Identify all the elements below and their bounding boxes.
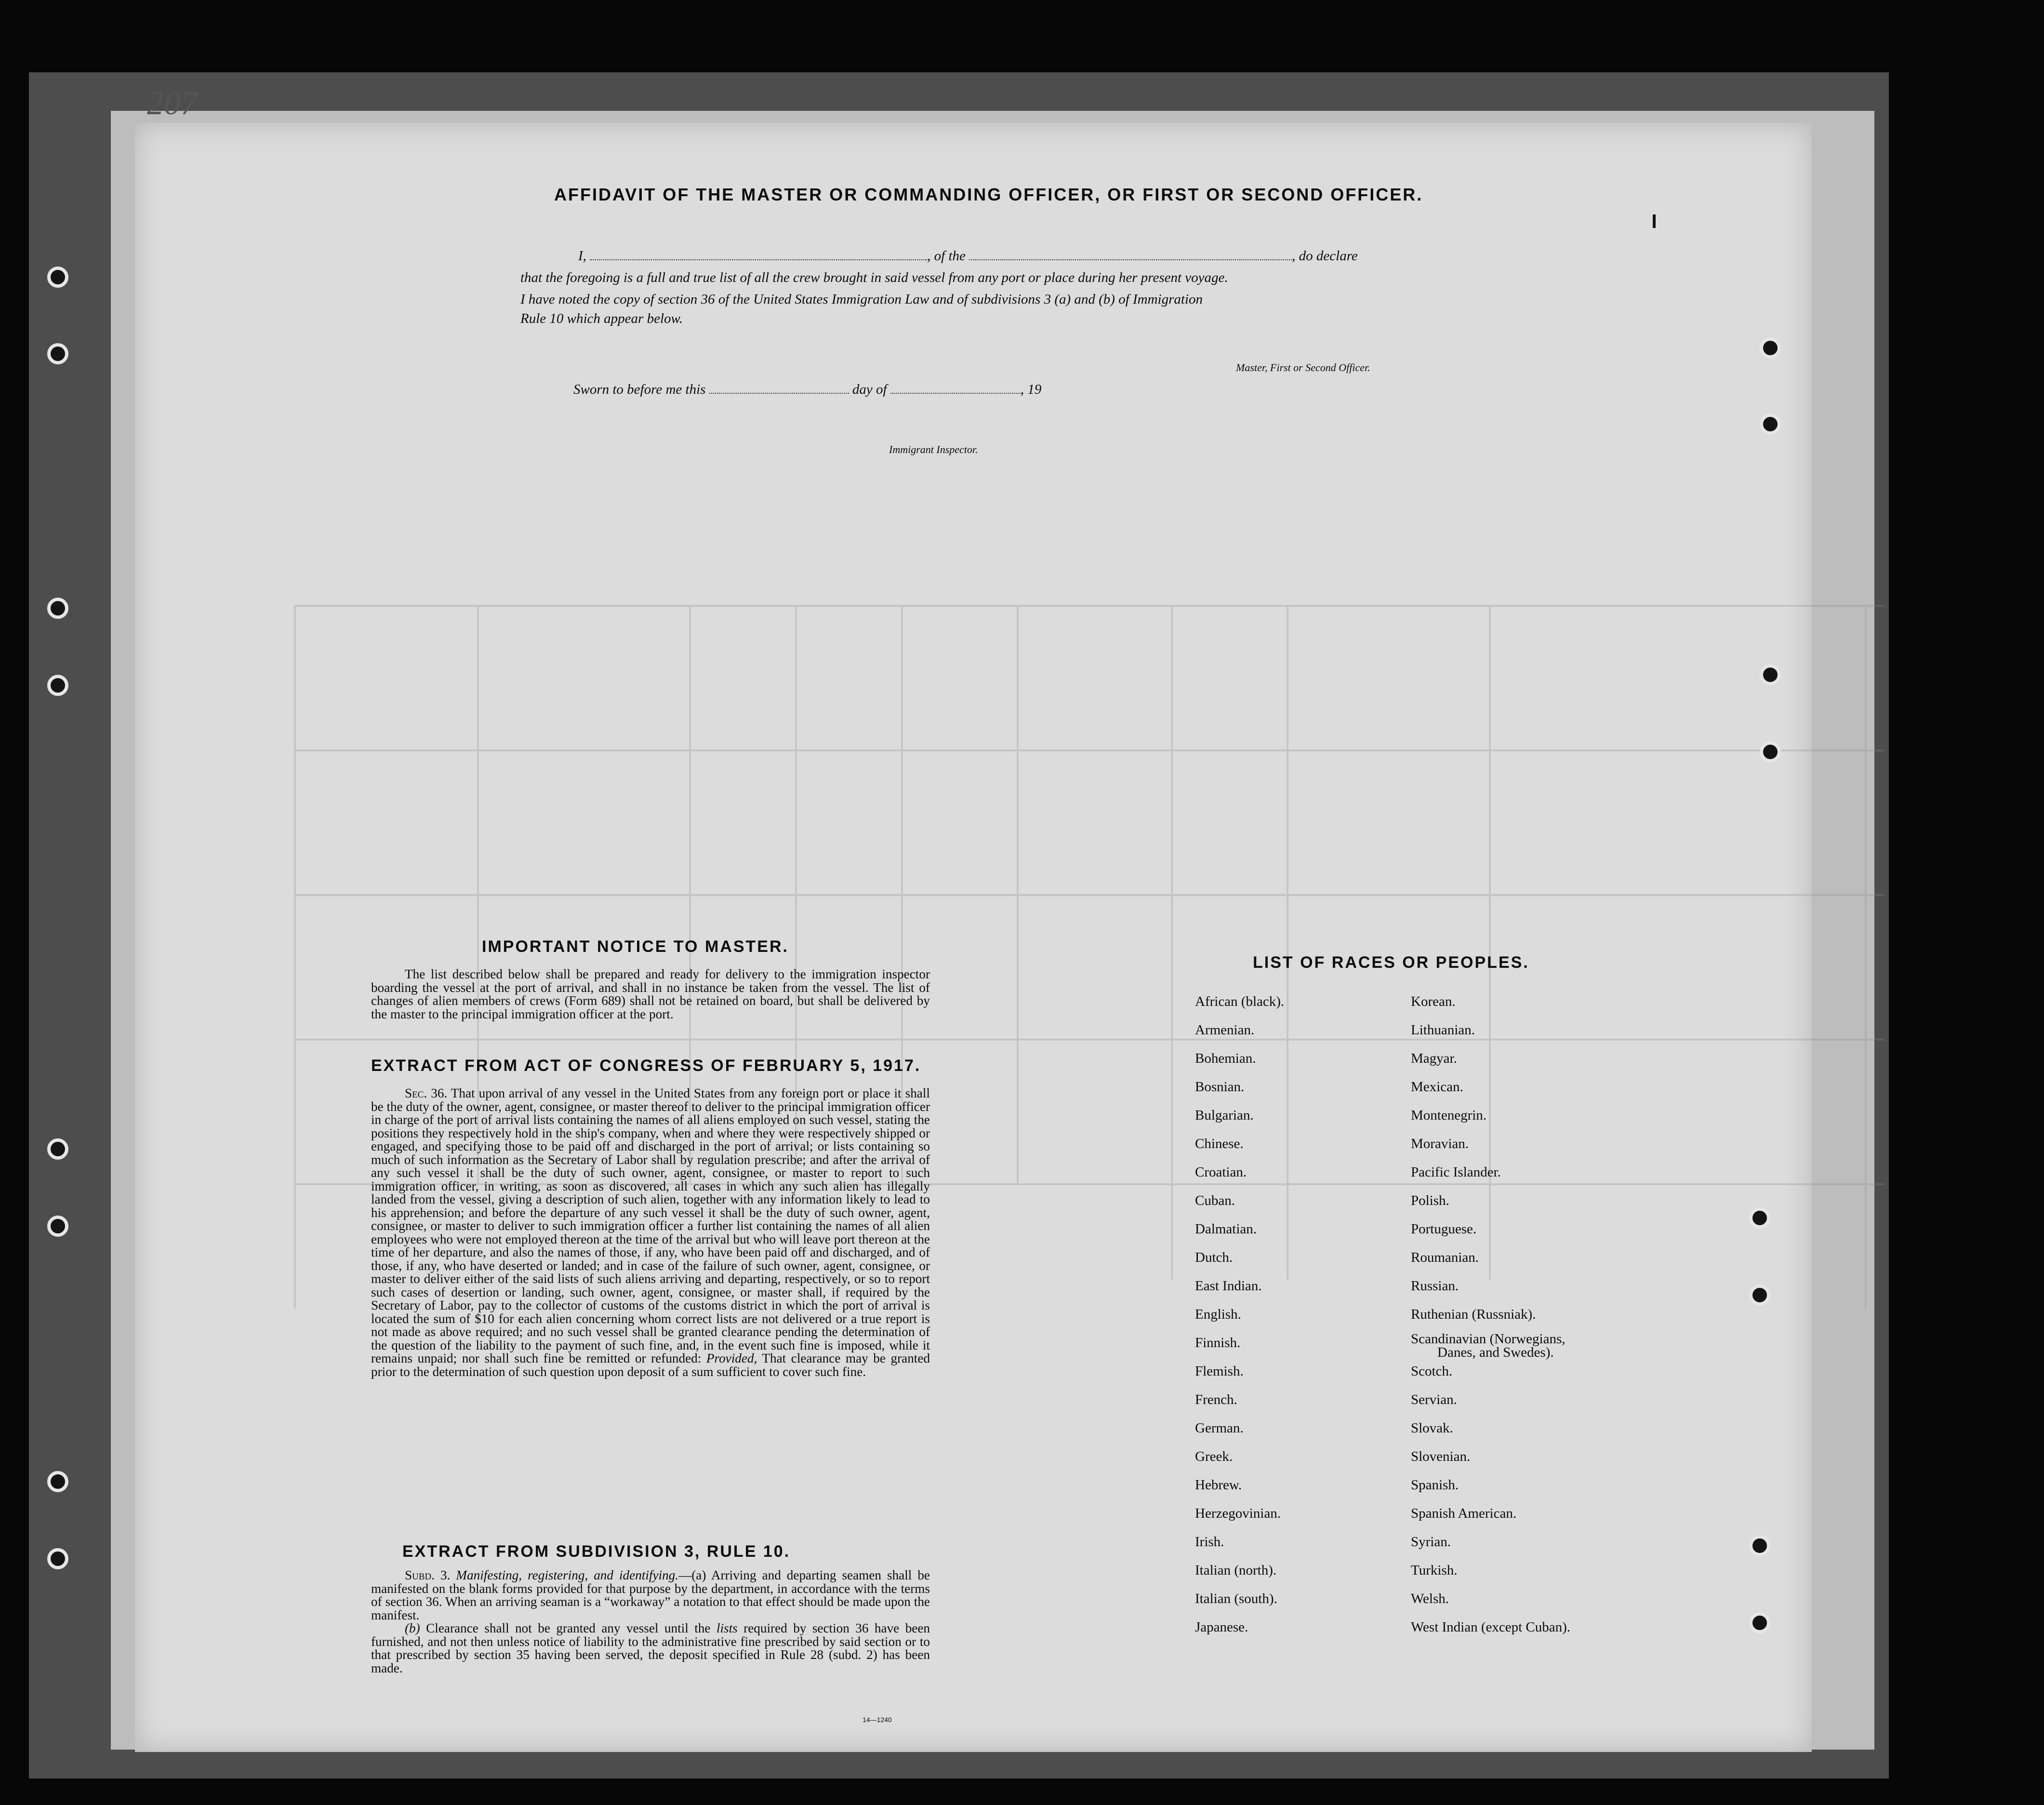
affidavit-of-the: , of the [927, 248, 966, 264]
race-item: Montenegrin. [1411, 1108, 1487, 1123]
binder-hole [47, 1471, 68, 1492]
paragraph-b-label: (b) [405, 1621, 420, 1635]
binder-hole [1749, 1284, 1770, 1306]
race-item: Mexican. [1411, 1079, 1463, 1095]
race-item: Hebrew. [1195, 1477, 1242, 1493]
binder-hole [1760, 337, 1781, 359]
master-signature-label: Master, First or Second Officer. [1236, 361, 1370, 374]
race-item: Moravian. [1411, 1136, 1469, 1151]
race-item: Slovenian. [1411, 1449, 1471, 1464]
binder-hole [47, 267, 68, 288]
race-item: Pacific Islander. [1411, 1164, 1501, 1180]
race-item: Lithuanian. [1411, 1022, 1475, 1038]
race-item: Syrian. [1411, 1534, 1451, 1550]
binder-hole [1749, 1535, 1770, 1556]
race-item: Scandinavian (Norwegians, [1411, 1331, 1566, 1347]
race-item: African (black). [1195, 994, 1285, 1009]
race-item: East Indian. [1195, 1278, 1262, 1294]
race-item: Croatian. [1195, 1164, 1247, 1180]
act-extract-title: EXTRACT FROM ACT OF CONGRESS OF FEBRUARY 5, 1917. [371, 1056, 921, 1075]
race-item: Slovak. [1411, 1420, 1453, 1436]
paragraph-b-part-2: required by section 36 have been furnished, and not then unless notice of liability to the administrative fine prescribed by said section or to that prescribed by section 35 having been served, the deposit specified in Rule 28 (subd. 2) has been made. [371, 1621, 930, 1675]
sworn-month-field[interactable] [890, 393, 1021, 394]
race-item: Chinese. [1195, 1136, 1244, 1151]
race-item: Roumanian. [1411, 1250, 1479, 1265]
race-item: Korean. [1411, 994, 1456, 1009]
sworn-day-field[interactable] [709, 393, 849, 394]
race-item: Greek. [1195, 1449, 1233, 1464]
inspector-signature-label: Immigrant Inspector. [889, 443, 978, 455]
affidavit-i: I, [578, 248, 586, 264]
race-item: Armenian. [1195, 1022, 1255, 1038]
race-item: Servian. [1411, 1392, 1457, 1407]
master-name-field[interactable] [590, 259, 927, 260]
race-item: Bohemian. [1195, 1051, 1256, 1066]
document-page [135, 123, 1812, 1752]
binder-hole [47, 1548, 68, 1569]
race-item: Turkish. [1411, 1563, 1458, 1578]
notice-paragraph: The list described below shall be prepared and ready for delivery to the immigration inspector boarding the vessel at the port of arrival, and shall in no instance be taken from the vessel. The list of changes of alien members of crews (Form 689) shall not be retained on board, but shall be delivered by the master to the principal immigration officer at the port. [371, 967, 930, 1021]
binder-hole [47, 1216, 68, 1237]
paragraph-b-lists: lists [716, 1621, 738, 1635]
race-item: Italian (south). [1195, 1591, 1277, 1606]
affidavit-title: AFFIDAVIT OF THE MASTER OR COMMANDING OFFICER, OR FIRST OR SECOND OFFICER. [554, 185, 1423, 204]
race-item: French. [1195, 1392, 1237, 1407]
binder-hole [1760, 414, 1781, 435]
day-of-label: day of [852, 382, 887, 397]
binder-hole [1760, 741, 1781, 762]
race-item: Bosnian. [1195, 1079, 1245, 1095]
paragraph-b-part-1: Clearance shall not be granted any vessel until the [426, 1621, 711, 1635]
subd-heading: Manifesting, registering, and identifying. [456, 1568, 679, 1582]
binder-hole [47, 1138, 68, 1160]
race-item: West Indian (except Cuban). [1411, 1619, 1571, 1635]
binder-hole [47, 598, 68, 619]
subd-label: Subd. 3. [405, 1568, 451, 1582]
notice-title: IMPORTANT NOTICE TO MASTER. [482, 937, 789, 956]
margin-scribble: 207 [147, 85, 198, 122]
affidavit-line-3: I have noted the copy of section 36 of the United States Immigration Law and of subdivisions 3 (a) and (b) of Immigration [520, 292, 1203, 307]
race-item: Welsh. [1411, 1591, 1449, 1606]
binder-hole [1760, 664, 1781, 685]
race-item: Ruthenian (Russniak). [1411, 1307, 1536, 1322]
race-item: Polish. [1411, 1193, 1449, 1208]
section-36-text [371, 1087, 930, 1378]
binder-hole [1749, 1612, 1770, 1633]
affidavit-do-declare: , do declare [1292, 248, 1358, 264]
race-item: Japanese. [1195, 1619, 1248, 1635]
race-item: Flemish. [1195, 1364, 1244, 1379]
provided-label: Provided, [706, 1351, 757, 1365]
race-item: Dalmatian. [1195, 1221, 1257, 1237]
race-item: Dutch. [1195, 1250, 1233, 1265]
rule-extract-title: EXTRACT FROM SUBDIVISION 3, RULE 10. [402, 1542, 791, 1561]
sworn-line [573, 382, 1041, 398]
race-item: Danes, and Swedes). [1437, 1345, 1554, 1360]
affidavit-line-1 [578, 248, 1358, 264]
race-item: Finnish. [1195, 1335, 1241, 1350]
binder-hole [47, 343, 68, 364]
race-item: Russian. [1411, 1278, 1459, 1294]
race-item: Cuban. [1195, 1193, 1235, 1208]
year-prefix: , 19 [1020, 382, 1042, 397]
race-item: Portuguese. [1411, 1221, 1477, 1237]
race-item: Bulgarian. [1195, 1108, 1254, 1123]
form-number: 14—1240 [863, 1716, 892, 1724]
race-item: Scotch. [1411, 1364, 1453, 1379]
rule-10-text [371, 1569, 930, 1675]
race-item: Spanish American. [1411, 1506, 1517, 1521]
section-body-end: That clearance may be granted prior to the determination of such question upon deposit of a sum sufficient to cover such fine. [371, 1351, 930, 1379]
race-item: Herzegovinian. [1195, 1506, 1281, 1521]
binder-hole [1749, 1207, 1770, 1229]
race-item: Spanish. [1411, 1477, 1459, 1493]
race-item: German. [1195, 1420, 1244, 1436]
affidavit-line-2: that the foregoing is a full and true list of all the crew brought in said vessel from any port or place during her present voyage. [520, 270, 1228, 285]
race-item: English. [1195, 1307, 1241, 1322]
sworn-before-label: Sworn to before me this [573, 382, 706, 397]
notice-text [371, 968, 930, 1021]
races-title: LIST OF RACES OR PEOPLES. [1253, 953, 1529, 972]
affidavit-line-4: Rule 10 which appear below. [520, 311, 683, 326]
section-body: That upon arrival of any vessel in the United States from any foreign port or place it shall be the duty of the owner, agent, consignee, or master thereof to deliver to the principal immigration officer in charge of the port of arrival lists containing the names of all aliens employed on such vessel, stating the positions they respectively hold in the ship's company, when and where they were respectively shipped or engaged, and specifying those to be paid off and discharged in the port of arrival; or lists containing so much of such information as the Secretary of Labor shall by regulation prescribe; and after the arrival of any such vessel it shall be the duty of such owner, agent, consignee, or master to report to such immigration officer, in writing, as soon as discovered, all cases in which any such alien has illegally landed from the vessel, giving a description of such alien, together with any information likely to lead to his apprehension; and before the departure of any such vessel it shall be the duty of such owner, agent, consignee, or master to deliver to such immigration officer a further list containing the names of all alien employees who were not employed thereon at the time of the arrival but who will leave port thereon at the time of her departure, and also the names of those, if any, who have been paid off and discharged, and of those, if any, who have deserted or landed; and in case of the failure of such owner, agent, consignee, or master to deliver either of the said lists of such aliens arriving and departing, respectively, or so to report such cases of desertion or landing, such owner, agent, consignee, or master shall, if required by the Secretary of Labor, pay to the collector of customs of the customs district in which the port of arrival is located the sum of $10 for each alien concerning whom correct lists are not delivered or a true report is not made as above required; and no such vessel shall be granted clearance pending the determination of the question of the liability to the payment of such fine, and, in the event such fine is imposed, while it remains unpaid; nor shall such fine be remitted or refunded: [371, 1086, 930, 1365]
race-item: Magyar. [1411, 1051, 1457, 1066]
stray-mark [1653, 214, 1656, 228]
race-item: Irish. [1195, 1534, 1224, 1550]
paragraph-a: —(a) Arriving and departing seamen shall be manifested on the blank forms provided for that purpose by the department, in accordance with the terms of section 36. When an arriving seaman is a “workaway” a notation to that effect should be made upon the manifest. [371, 1568, 930, 1622]
binder-hole [47, 675, 68, 696]
race-item: Italian (north). [1195, 1563, 1277, 1578]
section-label: Sec. 36. [405, 1086, 448, 1100]
vessel-name-field[interactable] [969, 259, 1292, 260]
